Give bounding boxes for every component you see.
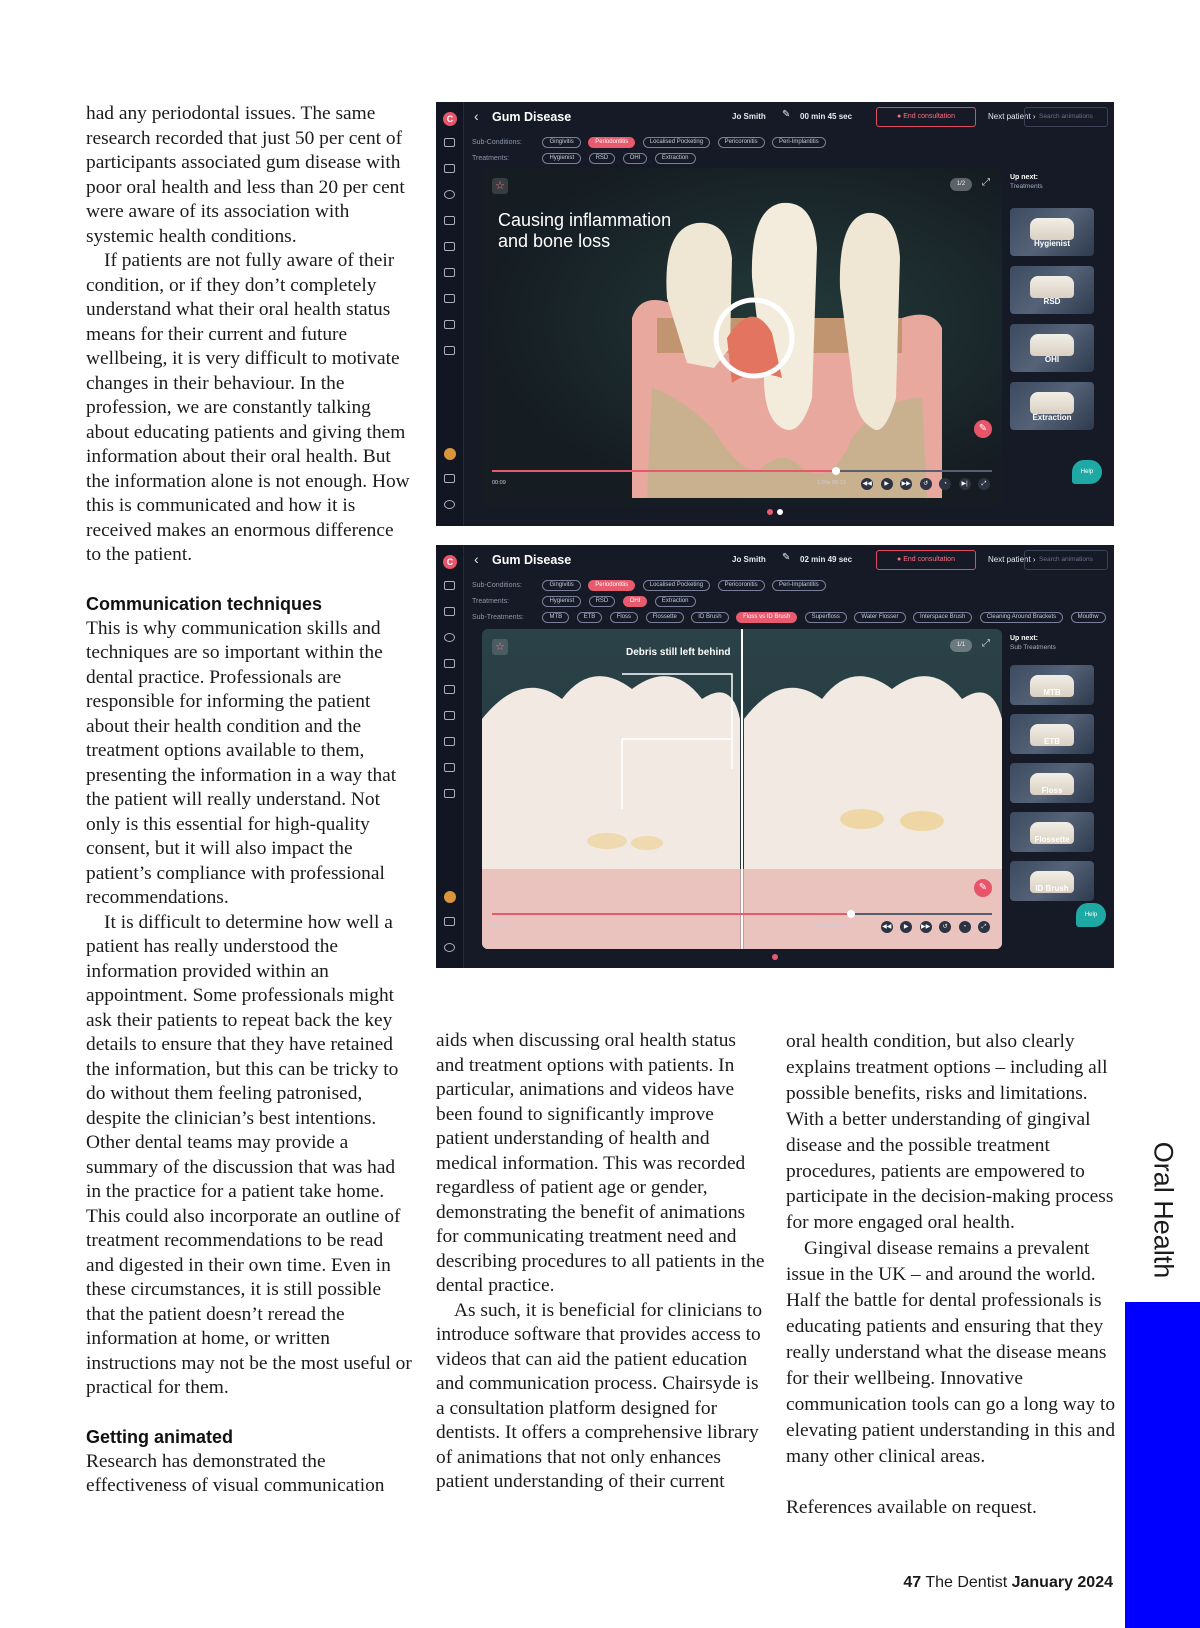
chip-flossette[interactable]: Flossette [646,612,684,623]
treatments-row: Treatments: Hygienist RSD OHI Extraction [472,150,699,164]
play-icon[interactable]: ▶ [881,478,893,490]
forward-icon[interactable]: ▶▶ [900,478,912,490]
thumb-mtb[interactable]: MTB [1010,665,1094,705]
chip-interspace-brush[interactable]: Interspace Brush [913,612,972,623]
subconditions-row: Sub-Conditions: Gingivitis Periodontitis Localised Pocketing Pericoronitis Peri-Implantitis [472,577,829,591]
edit-icon[interactable]: ✎ [782,552,791,563]
search-input[interactable]: Search animations [1024,550,1108,570]
page-title: Gum Disease [492,110,572,124]
patient-name: Jo Smith [732,112,766,121]
chip-floss-vs-id-brush[interactable]: Floss vs ID Brush [736,612,797,623]
rewind-icon[interactable]: ◀◀ [881,921,893,933]
chip-localised-pocketing[interactable]: Localised Pocketing [643,580,710,591]
end-consultation-button[interactable]: ● End consultation [876,550,976,570]
app-screenshot-2 [436,545,1114,968]
pagination-dots [436,947,1114,965]
play-icon[interactable]: ▶ [900,921,912,933]
chip-ohi[interactable]: OHI [623,153,648,164]
paragraph: This is why communication skills and techniques are so important within the dental practice. Professionals are responsible for informing the patient about their health condition and the treatment options available to them, presenting the information in a way that the patient will really understand. Not only is this essential for high-quality consent, but it will also impact the patient’s compliance with professional recommendations. [86,617,397,908]
paragraph: had any periodontal issues. The same research recorded that just 50 per cent of participants associated gum disease with poor oral health and less than 20 per cent were aware of its association with systemic health conditions. [86,103,405,247]
history-icon[interactable] [444,190,455,199]
page-footer [903,1574,1113,1592]
chip-water-flosser[interactable]: Water Flosser [854,612,905,623]
dental-chair-icon[interactable] [444,320,455,329]
fullscreen-icon[interactable]: ⤢ [978,921,990,933]
section-heading: Getting animated [86,1427,234,1447]
annotate-icon[interactable]: ✎ [974,879,992,897]
thumb-extraction[interactable]: Extraction [1010,382,1094,430]
magazine-name: The Dentist [925,1574,1008,1591]
help-button[interactable]: Help [1072,460,1102,484]
thumb-floss[interactable]: Floss [1010,763,1094,803]
chip-localised-pocketing[interactable]: Localised Pocketing [643,137,710,148]
app-sidebar [436,102,464,526]
thumb-flossette[interactable]: Flossette [1010,812,1094,852]
next-patient-link[interactable]: Next patient › [988,555,1036,564]
annotate-icon[interactable]: ✎ [974,420,992,438]
avatar[interactable] [444,448,456,460]
video-player[interactable] [482,168,1002,506]
playback-controls [878,915,990,933]
animation-caption: Debris still left behind [626,647,731,658]
animation-caption: Causing inflammation and bone loss [498,210,672,251]
back-chevron-icon[interactable]: ‹ [474,551,479,567]
paragraph: oral health condition, but also clearly explains treatment options – including all possible benefits, risks and limitations. With a better understanding of gingival disease and the possible treatment procedures, patients are empowered to participate in the decision-making process for more engaged oral health. [786,1031,1114,1234]
report-icon[interactable] [444,346,455,355]
up-next-panel: Up next: Sub Treatments MTB ETB Floss Flossette ID Brush [1010,635,1104,901]
chip-periodontitis[interactable]: Periodontitis [588,580,635,591]
app-topbar [464,102,1114,132]
back-chevron-icon[interactable]: ‹ [474,108,479,124]
next-icon[interactable]: ▶| [959,478,971,490]
forward-icon[interactable]: ▶▶ [920,921,932,933]
chip-peri-implantitis[interactable]: Peri-Implantitis [772,137,826,148]
thumb-hygienist[interactable]: Hygienist [1010,208,1094,256]
thumb-rsd[interactable]: RSD [1010,266,1094,314]
fullscreen-icon[interactable] [444,917,455,926]
slide-counter: 1/1 [950,639,972,652]
page-number: 47 [903,1574,922,1591]
chip-gingivitis[interactable]: Gingivitis [542,137,580,148]
rewind-icon[interactable]: ◀◀ [861,478,873,490]
help-button[interactable]: Help [1076,903,1106,927]
video-player[interactable] [482,629,1002,949]
chip-floss[interactable]: Floss [610,612,638,623]
section-heading: Communication techniques [86,594,323,614]
page-title: Gum Disease [492,553,572,567]
draw-icon[interactable] [444,711,455,720]
patient-name: Jo Smith [732,555,766,564]
app-topbar [464,545,1114,575]
treatments-row: Treatments: Hygienist RSD OHI Extraction [472,593,699,607]
replay-icon[interactable]: ↺ [939,921,951,933]
app-screenshot-1 [436,102,1114,526]
edit-icon[interactable]: ✎ [782,109,791,120]
paragraph: As such, it is beneficial for clinicians to introduce software that provides access to videos that can aid the patient education and communication process. Chairsyde is a consultation platform designed for dentists. It offers a comprehensive library of animations that not only enhances patient understanding of their current [436,1299,763,1492]
playback-rate-duration: 1.00x 00:13 [817,480,846,486]
app-sidebar [436,545,464,968]
subconditions-row: Sub-Conditions: Gingivitis Periodontitis Localised Pocketing Pericoronitis Peri-Implantitis [472,134,829,148]
chip-hygienist[interactable]: Hygienist [542,153,581,164]
chip-gingivitis[interactable]: Gingivitis [542,580,580,591]
paragraph: Research has demonstrated the effectiveness of visual communication [86,1450,385,1496]
chip-superfloss[interactable]: Superfloss [805,612,847,623]
image-icon[interactable] [444,685,455,694]
favourite-star-icon[interactable]: ☆ [492,639,508,655]
chip-periodontitis[interactable]: Periodontitis [588,137,635,148]
chip-cleaning-around-brackets[interactable]: Cleaning Around Brackets [980,612,1063,623]
grid-icon[interactable] [444,138,455,147]
history-icon[interactable] [444,633,455,642]
chip-pericoronitis[interactable]: Pericoronitis [718,580,765,591]
article-column-2 [436,1029,766,1495]
paragraph: If patients are not fully aware of their condition, or if they don’t completely understand what their oral health status means for their current and future wellbeing, it is very difficult to motivate changes in their behaviour. In the profession, we are constantly talking about educating patients and giving them information about their oral health. But the information alone is not enough. How this is communicated and how it is received makes an enormous difference to the patient. [86,250,410,565]
references-note: References available on request. [786,1497,1037,1519]
thumb-etb[interactable]: ETB [1010,714,1094,754]
document-icon[interactable] [444,737,455,746]
thumb-id-brush[interactable]: ID Brush [1010,861,1094,901]
chip-pericoronitis[interactable]: Pericoronitis [718,137,765,148]
article-column-1 [86,102,412,1499]
search-input[interactable]: Search animations [1024,107,1108,127]
end-consultation-button[interactable]: ● End consultation [876,107,976,127]
tooth-comparison-illustration [482,629,1002,949]
chip-mouthwash[interactable]: Mouthw [1071,612,1106,623]
fullscreen-icon[interactable]: ⤢ [978,478,990,490]
chip-rsd[interactable]: RSD [589,596,616,607]
report-icon[interactable] [444,789,455,798]
chip-mtb[interactable]: MTB [542,612,569,623]
chip-id-brush[interactable]: ID Brush [691,612,728,623]
chip-rsd[interactable]: RSD [589,153,616,164]
section-title-vertical: Oral Health [1148,1141,1178,1279]
subtreatments-row: Sub-Treatments: MTB ETB Floss Flossette ID Brush Floss vs ID Brush Superfloss Water Flosser Interspace Brush Cleaning Around Brackets Mouthw [472,609,1109,623]
chip-etb[interactable]: ETB [577,612,603,623]
playback-controls [858,472,990,490]
chip-peri-implantitis[interactable]: Peri-Implantitis [772,580,826,591]
consultation-timer: 02 min 49 sec [800,555,853,564]
slide-counter: 1/2 [950,178,972,191]
favourite-star-icon[interactable]: ☆ [492,178,508,194]
fullscreen-icon[interactable] [444,474,455,483]
speed-icon[interactable]: ◔ [959,921,971,933]
paragraph: It is difficult to determine how well a patient has really understood the information provided within an appointment. Some professionals might ask their patients to repeat back the key details to ensure that they have retained the information, but this can be tricky to do without them feeling patronised, despite the clinician’s best intentions. Other dental teams may provide a summary of the discussion that was had in the practice for a patient take home. This could also incorporate an outline of treatment recommendations to be read and digested in their own time. Even in these circumstances, it is still possible that the patient doesn’t reread the information at home, or written instructions may not be the most useful or practical for them. [86,911,412,1398]
dental-chair-icon[interactable] [444,763,455,772]
image-icon[interactable] [444,242,455,251]
pagination-dots [436,502,1114,520]
speed-icon[interactable]: ◔ [939,478,951,490]
issue-date: January 2024 [1011,1574,1113,1591]
grid-icon[interactable] [444,581,455,590]
paragraph: Gingival disease remains a prevalent issue in the UK – and around the world. Half the battle for dental professionals is educating patients and ensuring that they really understand what the disease means for their wellbeing. Innovative communication tools can go a long way to elevating patient understanding in this and many other clinical areas. [786,1238,1116,1467]
section-color-tab [1125,1302,1200,1628]
up-next-panel: Up next: Treatments Hygienist RSD OHI Extraction [1010,174,1104,430]
mail-icon[interactable] [444,216,455,225]
draw-icon[interactable] [444,268,455,277]
app-logo-icon: C [443,112,457,126]
app-logo-icon: C [443,555,457,569]
thumb-ohi[interactable]: OHI [1010,324,1094,372]
chip-hygienist[interactable]: Hygienist [542,596,581,607]
chip-extraction[interactable]: Extraction [655,596,696,607]
playlist-icon[interactable] [444,164,455,173]
avatar[interactable] [444,891,456,903]
document-icon[interactable] [444,294,455,303]
chip-extraction[interactable]: Extraction [655,153,696,164]
article-column-3 [786,1029,1116,1521]
mail-icon[interactable] [444,659,455,668]
playlist-icon[interactable] [444,607,455,616]
next-patient-link[interactable]: Next patient › [988,112,1036,121]
chip-ohi[interactable]: OHI [623,596,648,607]
time-elapsed: 00:09 [492,480,506,486]
consultation-timer: 00 min 45 sec [800,112,853,121]
time-elapsed: 00:13 [492,923,506,929]
paragraph: aids when discussing oral health status and treatment options with patients. In particular, animations and videos have been found to significantly improve patient understanding of health and medical information. This was recorded regardless of patient age or gender, demonstrating the benefit of animations for communicating treatment need and describing procedures to all patients in the dental practice. [436,1030,765,1296]
replay-icon[interactable]: ↺ [920,478,932,490]
expand-icon[interactable]: ⤢ [982,638,990,649]
playback-rate-duration: 1.00x 00:18 [817,923,846,929]
expand-icon[interactable]: ⤢ [982,177,990,188]
